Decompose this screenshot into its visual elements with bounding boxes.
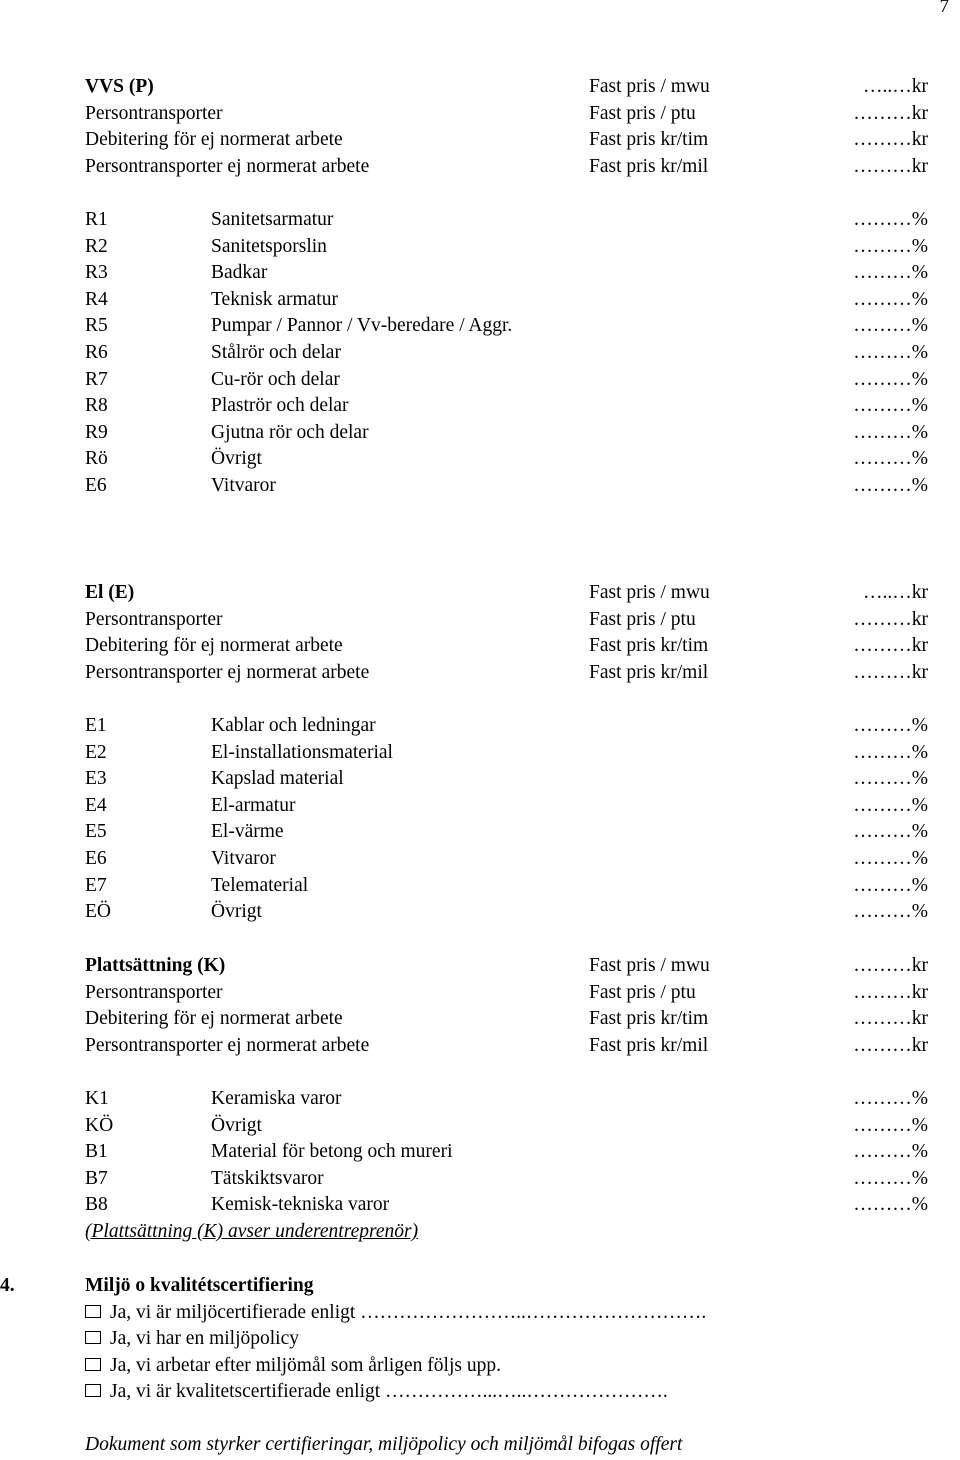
item-row <box>85 446 928 473</box>
el-section <box>85 580 928 952</box>
item-row <box>85 1086 928 1113</box>
item-code: KÖ <box>85 1114 114 1136</box>
price-type: Fast pris / ptu <box>589 981 696 1003</box>
item-name: Övrigt <box>211 1114 262 1136</box>
percent-blank: ………% <box>853 768 928 790</box>
price-blank: ………kr <box>853 1034 928 1056</box>
item-row <box>85 846 928 873</box>
item-name: Kablar och ledningar <box>211 714 376 736</box>
item-name: Övrigt <box>211 448 262 470</box>
section-title: Miljö o kvalitétscertifiering <box>85 1275 314 1296</box>
checkbox[interactable] <box>85 1384 101 1397</box>
item-code: R6 <box>85 341 108 363</box>
price-type: Fast pris kr/mil <box>589 661 709 683</box>
row-label: Debitering för ej normerat arbete <box>85 129 343 151</box>
item-code: E5 <box>85 821 107 843</box>
percent-blank: ………% <box>853 368 928 390</box>
price-blank: ………kr <box>853 608 928 630</box>
option-label: Ja, vi är kvalitetscertifierade enligt ……………...…..…………………. <box>110 1381 668 1403</box>
plattsattning-header-row <box>85 953 928 980</box>
item-name: Gjutna rör och delar <box>211 421 369 443</box>
item-name: Kemisk-tekniska varor <box>211 1194 390 1216</box>
vvs-section <box>85 74 928 500</box>
price-blank: ………kr <box>853 661 928 683</box>
item-code: R8 <box>85 395 108 417</box>
row-label: Persontransporter <box>85 981 223 1003</box>
price-type: Fast pris kr/mil <box>589 1034 709 1056</box>
percent-blank: ………% <box>853 821 928 843</box>
percent-blank: ………% <box>853 1141 928 1163</box>
item-code: R1 <box>85 208 108 230</box>
item-row <box>85 873 928 900</box>
item-code: EÖ <box>85 901 111 923</box>
price-row <box>85 1006 928 1033</box>
percent-blank: ………% <box>853 235 928 257</box>
item-name: Tätskiktsvaror <box>211 1167 324 1189</box>
percent-blank: ………% <box>853 1194 928 1216</box>
item-row <box>85 740 928 767</box>
checkbox-option-environment-policy[interactable] <box>85 1326 299 1353</box>
row-label: Persontransporter <box>85 608 223 630</box>
percent-blank: ………% <box>853 315 928 337</box>
item-row <box>85 207 928 234</box>
item-row <box>85 260 928 287</box>
price-blank: ………kr <box>853 635 928 657</box>
item-name: Teknisk armatur <box>211 288 338 310</box>
item-name: Vitvaror <box>211 474 276 496</box>
price-blank: …..…kr <box>863 582 928 603</box>
item-row <box>85 1166 928 1193</box>
item-code: R3 <box>85 262 108 284</box>
percent-blank: ………% <box>853 714 928 736</box>
item-code: E1 <box>85 714 107 736</box>
row-label: Debitering för ej normerat arbete <box>85 635 343 657</box>
item-name: Cu-rör och delar <box>211 368 340 390</box>
percent-blank: ………% <box>853 901 928 923</box>
footer-note: Dokument som styrker certifieringar, miljöpolicy och miljömål bifogas offert <box>85 1434 683 1455</box>
item-name: Keramiska varor <box>211 1087 342 1109</box>
item-code: E6 <box>85 474 107 496</box>
percent-blank: ………% <box>853 262 928 284</box>
price-type: Fast pris / ptu <box>589 102 696 124</box>
item-row <box>85 766 928 793</box>
item-name: Telematerial <box>211 874 309 896</box>
row-label: Debitering för ej normerat arbete <box>85 1008 343 1030</box>
item-code: K1 <box>85 1087 109 1109</box>
item-row <box>85 819 928 846</box>
percent-blank: ………% <box>853 421 928 443</box>
price-row <box>85 1033 928 1060</box>
item-code: B1 <box>85 1141 108 1163</box>
price-type: Fast pris / mwu <box>589 955 710 976</box>
page-number: 7 <box>939 0 949 17</box>
item-name: Badkar <box>211 262 268 284</box>
price-blank: …..…kr <box>863 76 928 97</box>
checkbox[interactable] <box>85 1358 101 1371</box>
item-code: R4 <box>85 288 108 310</box>
checkbox-option-environment-certified[interactable] <box>85 1300 706 1327</box>
percent-blank: ………% <box>853 874 928 896</box>
item-row <box>85 793 928 820</box>
percent-blank: ………% <box>853 341 928 363</box>
checkbox-option-environment-goals[interactable] <box>85 1353 501 1380</box>
item-row <box>85 713 928 740</box>
item-row <box>85 1192 928 1219</box>
plattsattning-section <box>85 953 928 1246</box>
row-label: Persontransporter ej normerat arbete <box>85 155 370 177</box>
percent-blank: ………% <box>853 395 928 417</box>
item-name: Övrigt <box>211 901 262 923</box>
option-label: Ja, vi är miljöcertifierade enligt ……………………..………………………. <box>110 1301 707 1323</box>
checkbox-option-quality-certified[interactable] <box>85 1379 668 1406</box>
price-type: Fast pris / mwu <box>589 582 710 603</box>
percent-blank: ………% <box>853 1114 928 1136</box>
item-code: E3 <box>85 768 107 790</box>
plattsattning-heading: Plattsättning (K) <box>85 955 226 976</box>
price-row <box>85 660 928 687</box>
item-code: E6 <box>85 847 107 869</box>
item-name: Material för betong och mureri <box>211 1141 453 1163</box>
price-blank: ………kr <box>853 155 928 177</box>
percent-blank: ………% <box>853 208 928 230</box>
item-row <box>85 899 928 926</box>
checkbox[interactable] <box>85 1331 101 1344</box>
price-row <box>85 127 928 154</box>
item-row <box>85 287 928 314</box>
row-label: Persontransporter ej normerat arbete <box>85 1034 370 1056</box>
vvs-heading: VVS (P) <box>85 76 154 97</box>
item-code: R9 <box>85 421 108 443</box>
item-row <box>85 234 928 261</box>
el-heading: El (E) <box>85 582 135 603</box>
price-blank: ………kr <box>853 981 928 1003</box>
checkbox[interactable] <box>85 1305 101 1318</box>
item-name: Kapslad material <box>211 768 344 790</box>
el-header-row <box>85 580 928 607</box>
item-name: Sanitetsarmatur <box>211 208 334 230</box>
subcontractor-note: (Plattsättning (K) avser underentreprenör) <box>85 1220 419 1242</box>
item-code: E7 <box>85 874 107 896</box>
percent-blank: ………% <box>853 847 928 869</box>
item-name: Stålrör och delar <box>211 341 341 363</box>
item-code: R7 <box>85 368 108 390</box>
item-code: Rö <box>85 448 108 470</box>
item-code: B7 <box>85 1167 108 1189</box>
price-type: Fast pris kr/mil <box>589 155 709 177</box>
price-type: Fast pris kr/tim <box>589 635 709 657</box>
percent-blank: ………% <box>853 1167 928 1189</box>
item-code: R2 <box>85 235 108 257</box>
item-name: El-värme <box>211 821 284 843</box>
item-row <box>85 473 928 500</box>
note-row <box>85 1219 928 1246</box>
item-name: El-armatur <box>211 794 296 816</box>
item-code: E2 <box>85 741 107 763</box>
percent-blank: ………% <box>853 288 928 310</box>
item-row <box>85 367 928 394</box>
row-label: Persontransporter ej normerat arbete <box>85 661 370 683</box>
item-name: Pumpar / Pannor / Vv-beredare / Aggr. <box>211 315 513 337</box>
percent-blank: ………% <box>853 448 928 470</box>
section-number: 4. <box>0 1275 15 1296</box>
item-row <box>85 313 928 340</box>
item-code: B8 <box>85 1194 108 1216</box>
price-row <box>85 101 928 128</box>
percent-blank: ………% <box>853 794 928 816</box>
price-type: Fast pris kr/tim <box>589 1008 709 1030</box>
price-row <box>85 607 928 634</box>
price-type: Fast pris / ptu <box>589 608 696 630</box>
item-name: El-installationsmaterial <box>211 741 393 763</box>
item-name: Plaströr och delar <box>211 395 349 417</box>
row-label: Persontransporter <box>85 102 223 124</box>
price-blank: ………kr <box>853 955 928 976</box>
price-row <box>85 154 928 181</box>
price-type: Fast pris / mwu <box>589 76 710 97</box>
item-code: E4 <box>85 794 107 816</box>
price-blank: ………kr <box>853 129 928 151</box>
item-name: Vitvaror <box>211 847 276 869</box>
price-blank: ………kr <box>853 102 928 124</box>
item-row <box>85 1113 928 1140</box>
price-row <box>85 633 928 660</box>
vvs-header-row <box>85 74 928 101</box>
percent-blank: ………% <box>853 741 928 763</box>
item-code: R5 <box>85 315 108 337</box>
option-label: Ja, vi arbetar efter miljömål som årligen följs upp. <box>110 1354 501 1376</box>
item-name: Sanitetsporslin <box>211 235 327 257</box>
item-row <box>85 393 928 420</box>
price-row <box>85 980 928 1007</box>
item-row <box>85 1139 928 1166</box>
option-label: Ja, vi har en miljöpolicy <box>110 1328 300 1350</box>
percent-blank: ………% <box>853 1087 928 1109</box>
price-type: Fast pris kr/tim <box>589 129 709 151</box>
item-row <box>85 340 928 367</box>
item-row <box>85 420 928 447</box>
price-blank: ………kr <box>853 1008 928 1030</box>
percent-blank: ………% <box>853 474 928 496</box>
